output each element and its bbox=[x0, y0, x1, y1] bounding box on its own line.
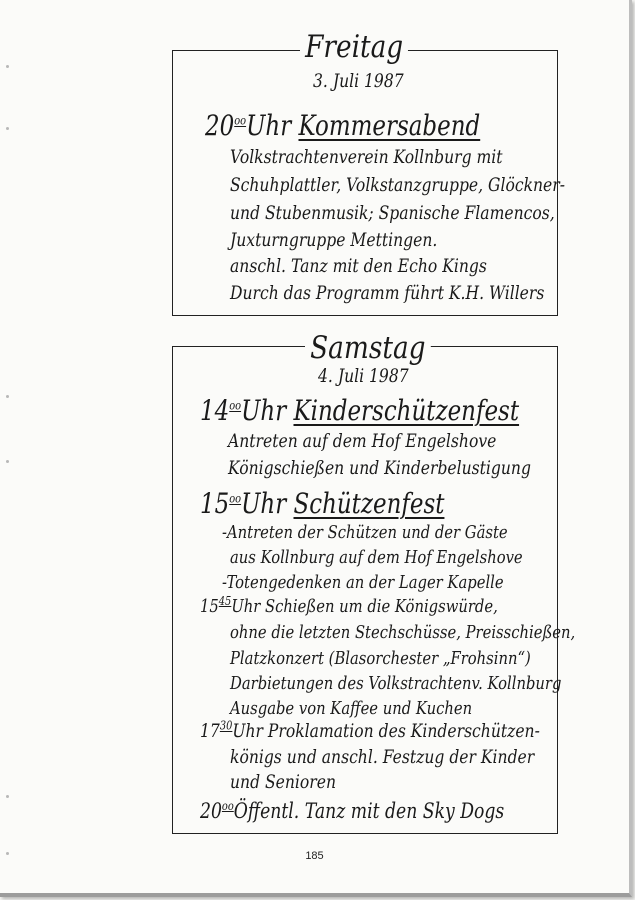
event-text: Uhr Proklamation des Kinderschützen- bbox=[232, 720, 540, 742]
friday-event-heading bbox=[205, 109, 481, 142]
event-time: 17 bbox=[200, 720, 220, 742]
event-time: 15 bbox=[200, 487, 230, 520]
friday-line: Juxturngruppe Mettingen. bbox=[230, 229, 438, 251]
event-time: 15 bbox=[200, 596, 219, 617]
saturday-event2-line: -Antreten der Schützen und der Gäste bbox=[222, 522, 508, 543]
event-time: 20 bbox=[205, 109, 235, 142]
saturday-event2-heading bbox=[200, 487, 445, 520]
binder-hole bbox=[6, 127, 9, 130]
binder-hole bbox=[6, 795, 9, 798]
friday-heading: Freitag bbox=[300, 32, 408, 63]
saturday-date: 4. Juli 1987 bbox=[318, 365, 409, 387]
saturday-event2-line: aus Kollnburg auf dem Hof Engelshove bbox=[230, 547, 523, 568]
event-time-minutes: 30 bbox=[219, 718, 233, 733]
saturday-event1-line: Königschießen und Kinderbelustigung bbox=[228, 457, 531, 479]
saturday-event1-heading bbox=[200, 394, 520, 427]
event-title: Schützenfest bbox=[293, 487, 445, 520]
event-time-minutes: oo bbox=[221, 799, 234, 813]
friday-line: Schuhplattler, Volkstanzgruppe, Glöckner- bbox=[230, 174, 565, 196]
event-title: Kinderschützenfest bbox=[293, 394, 520, 427]
event-time-minutes: oo bbox=[229, 491, 242, 506]
event-text: Öffentl. Tanz mit den Sky Dogs bbox=[233, 799, 505, 823]
binder-hole bbox=[6, 65, 9, 68]
event-uhr: Uhr bbox=[241, 394, 287, 427]
saturday-heading: Samstag bbox=[305, 333, 431, 364]
event-uhr: Uhr bbox=[246, 109, 292, 142]
event-title: Kommersabend bbox=[298, 109, 481, 142]
friday-date: 3. Juli 1987 bbox=[313, 70, 404, 92]
saturday-event4-line: königs und anschl. Festzug der Kinder bbox=[230, 746, 535, 768]
event-time: 20 bbox=[200, 799, 222, 823]
saturday-event4-heading bbox=[200, 718, 540, 742]
event-time-minutes: oo bbox=[229, 398, 242, 413]
binder-hole bbox=[6, 460, 9, 463]
friday-line: und Stubenmusik; Spanische Flamencos, bbox=[230, 202, 555, 224]
saturday-event4-line: und Senioren bbox=[230, 771, 336, 793]
saturday-event3-line: ohne die letzten Stechschüsse, Preisschießen, bbox=[230, 622, 576, 643]
friday-line: Durch das Programm führt K.H. Willers bbox=[230, 282, 545, 304]
event-time-minutes: 45 bbox=[218, 594, 232, 608]
saturday-event3-line: Darbietungen des Volkstrachtenv. Kollnburg bbox=[230, 673, 562, 694]
event-uhr: Uhr bbox=[241, 487, 287, 520]
saturday-event2-line: -Totengedenken an der Lager Kapelle bbox=[222, 572, 504, 593]
event-time-minutes: oo bbox=[234, 113, 247, 128]
friday-line: anschl. Tanz mit den Echo Kings bbox=[230, 255, 487, 277]
page-number: 185 bbox=[305, 850, 324, 862]
saturday-event1-line: Antreten auf dem Hof Engelshove bbox=[228, 430, 497, 452]
saturday-event5-heading bbox=[200, 801, 504, 822]
event-text: Uhr Schießen um die Königswürde, bbox=[231, 596, 498, 617]
event-time: 14 bbox=[200, 394, 230, 427]
saturday-event3-line: Ausgabe von Kaffee und Kuchen bbox=[230, 698, 473, 719]
saturday-event3-heading bbox=[200, 594, 498, 617]
saturday-event3-line: Platzkonzert (Blasorchester „Frohsinn“) bbox=[230, 648, 531, 669]
friday-line: Volkstrachtenverein Kollnburg mit bbox=[230, 146, 503, 168]
binder-hole bbox=[6, 395, 9, 398]
